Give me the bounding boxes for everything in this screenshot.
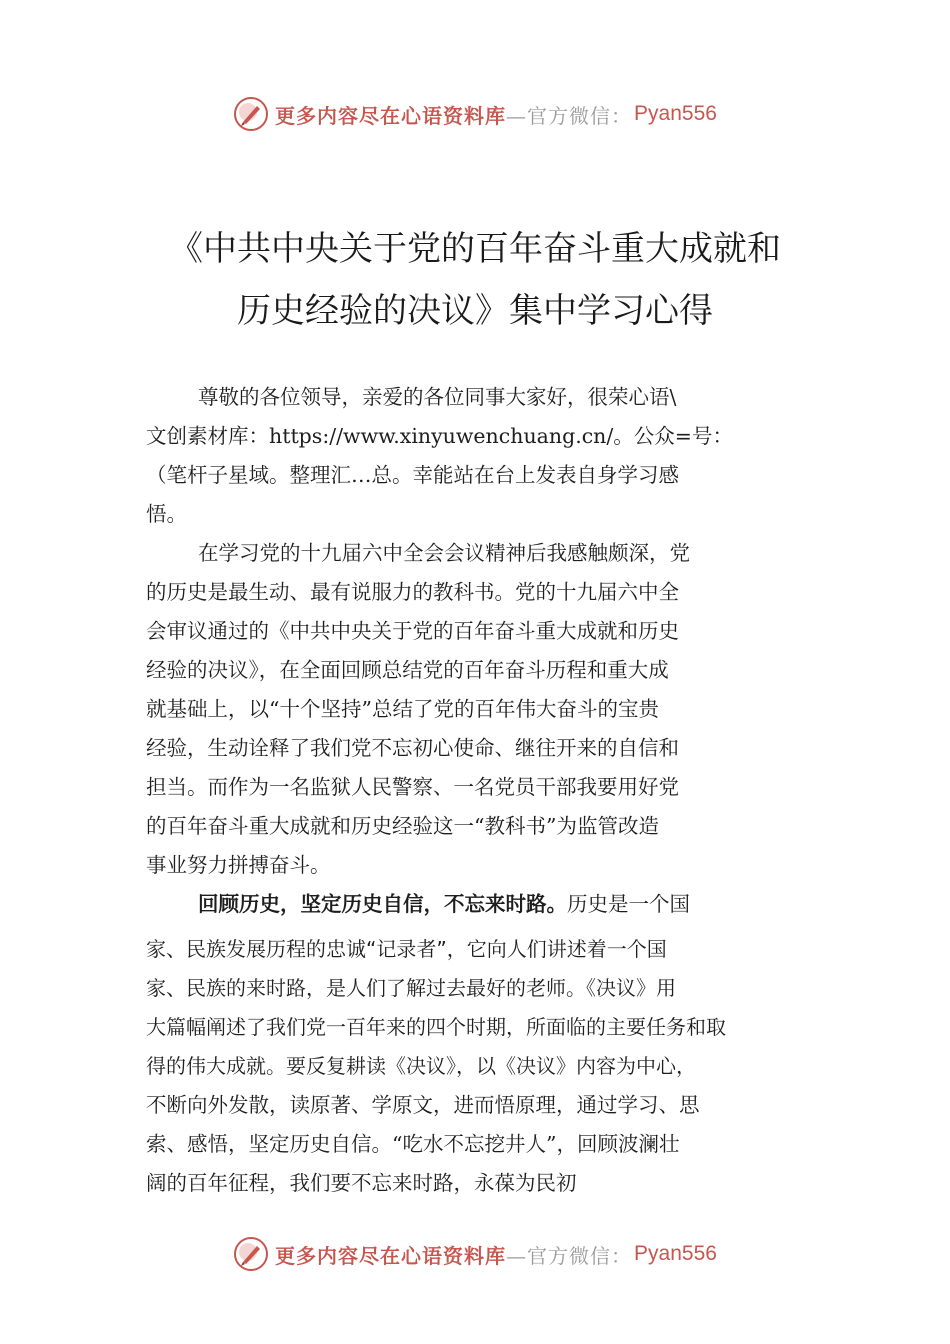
footer-banner <box>0 1234 950 1274</box>
text-line: 索、感悟，坚定历史自信。“吃水不忘挖井人”，回顾波澜壮 <box>146 1132 680 1156</box>
paragraph-history <box>146 885 812 1203</box>
title-line-2: 历史经验的决议》集中学习心得 <box>237 291 713 331</box>
text-run: 历史是一个国 <box>567 892 690 916</box>
wechat-handle: Pyan556 <box>634 1242 717 1265</box>
paragraph-greeting <box>146 378 812 534</box>
contact-label: —官方微信： <box>506 103 633 128</box>
text-line: 文创素材库：https://www.xinyuwenchuang.cn/。公众=号： <box>146 424 733 448</box>
paragraph-intro <box>146 534 812 885</box>
text-line: 事业努力拼搏奋斗。 <box>146 853 331 877</box>
text-line: 家、民族发展历程的忠诚“记录者”，它向人们讲述着一个国 <box>146 937 667 961</box>
document-body <box>146 378 812 1203</box>
text-line: 经验，生动诠释了我们党不忘初心使命、继往开来的自信和 <box>146 736 679 760</box>
wechat-handle: Pyan556 <box>634 102 717 125</box>
text-line: 担当。而作为一名监狱人民警察、一名党员干部我要用好党 <box>146 775 679 799</box>
pen-nib-logo-icon <box>233 96 269 132</box>
brand-text: 更多内容尽在心语资料库 <box>275 1243 507 1268</box>
text-line: 经验的决议》，在全面回顾总结党的百年奋斗历程和重大成 <box>146 658 669 682</box>
text-line: 阔的百年征程，我们要不忘来时路，永葆为民初 <box>146 1171 577 1195</box>
pen-nib-logo-icon <box>233 1236 269 1272</box>
title-line-1: 《中共中央关于党的百年奋斗重大成就和 <box>169 229 781 269</box>
section-heading: 回顾历史，坚定历史自信，不忘来时路。 <box>198 892 567 916</box>
text-line: 得的伟大成就。要反复耕读《决议》，以《决议》内容为中心， <box>146 1054 696 1078</box>
text-line: 不断向外发散，读原著、学原文，进而悟原理，通过学习、思 <box>146 1093 700 1117</box>
header-banner <box>0 94 950 134</box>
text-line: 就基础上，以“十个坚持”总结了党的百年伟大奋斗的宝贵 <box>146 697 659 721</box>
text-line: 在学习党的十九届六中全会会议精神后我感触颇深，党 <box>198 541 690 565</box>
text-line: 大篇幅阐述了我们党一百年来的四个时期，所面临的主要任务和取 <box>146 1015 726 1039</box>
text-line: 会审议通过的《中共中央关于党的百年奋斗重大成就和历史 <box>146 619 679 643</box>
text-line: （笔杆子星域。整理汇…总。幸能站在台上发表自身学习感 <box>146 463 679 487</box>
text-line: 悟。 <box>146 502 187 526</box>
text-line: 家、民族的来时路，是人们了解过去最好的老师。《决议》用 <box>146 976 676 1000</box>
text-line: 尊敬的各位领导，亲爱的各位同事大家好，很荣心语\ <box>198 385 677 409</box>
document-title <box>120 218 830 342</box>
contact-label: —官方微信： <box>506 1243 633 1268</box>
text-line <box>146 885 812 924</box>
text-line: 的百年奋斗重大成就和历史经验这一“教科书”为监管改造 <box>146 814 659 838</box>
brand-text: 更多内容尽在心语资料库 <box>275 103 507 128</box>
text-line: 的历史是最生动、最有说服力的教科书。党的十九届六中全 <box>146 580 679 604</box>
